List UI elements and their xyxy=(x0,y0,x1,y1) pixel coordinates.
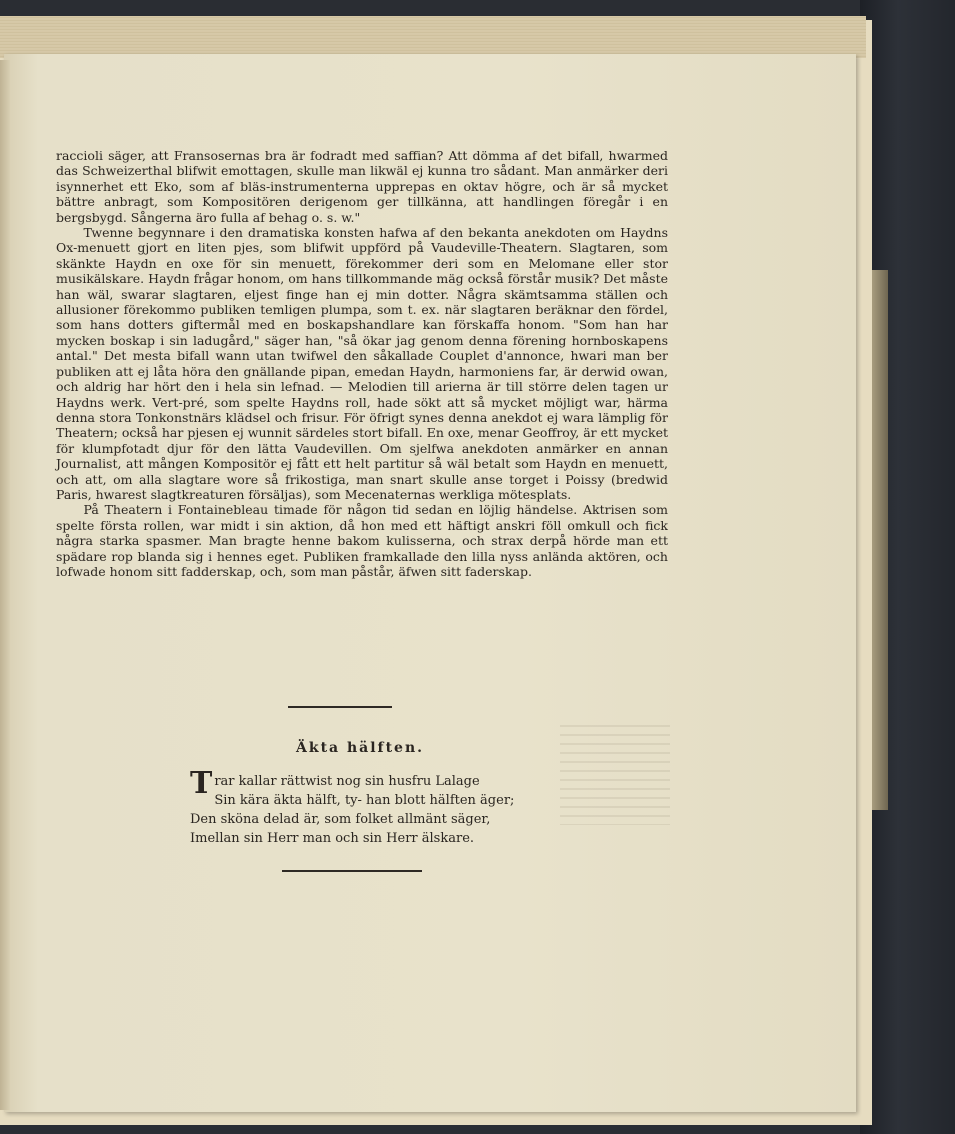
poem-line-2: Sin kära äkta hälft, ty- han blott hälften äger; xyxy=(214,793,515,808)
page-top-edges xyxy=(0,16,866,58)
paragraph-1: raccioli säger, att Fransosernas bra är fodradt med saffian? Att dömma af det bifall, hwarmed das Schweizerthal blifwit emottagen, skulle man likwäl ej kunna tro sådant. Man anmärker deri isynnerhet ett Eko, som af bläs-instrumenterna upprepas en oktav högre, och är så mycket bättre anbragt, som Kompositören derigenom ger tillkänna, att handlingen föregår i en bergsbygd. Sångerna äro fulla af behag o. s. w." xyxy=(56,148,668,225)
poem-title: Äkta hälften. xyxy=(296,740,424,756)
divider-top xyxy=(288,706,392,708)
poem-line-1-text: rar kallar rättwist nog sin husfru Lalage xyxy=(214,774,480,789)
page-edge-tab xyxy=(872,270,888,810)
paragraph-2: Twenne begynnare i den dramatiska konsten hafwa af den bekanta anekdoten om Haydns Ox-menuett gjort en liten pjes, som blifwit uppförd på Vaudeville-Theatern. Slagtaren, som skänkte Haydn en oxe för sin menuett, förekommer deri som en Melomane eller stor musikälskare. Haydn frågar honom, om hans tillkommande mäg också förstår musik? Det måste han wäl, swarar slagtaren, eljest finge han ej min dotter. Några skämtsamma ställen och allusioner förekommo publiken temligen plumpa, som t. ex. när slagtaren beräknar den fördel, som hans dotters giftermål med en boskapshandlare kan förskaffa honom. "Som han har mycken boskap i sin ladugård," säger han, "så ökar jag genom denna förening hornboskapens antal." Det mesta bifall wann utan twifwel den såkallade Couplet d'annonce, hwari man ber publiken att ej låta höra den gnällande pipan, emedan Haydn, harmoniens far, är derwid owan, och aldrig har hört den i hela sin lefnad. — Melodien till arierna är till större delen tagen ur Haydns werk. Vert-pré, som spelte Haydns roll, hade sökt att så mycket möjligt war, härma denna stora Tonkonstnärs klädsel och frisur. För öfrigt synes denna anekdot ej wara lämplig för Theatern; också har pjesen ej wunnit särdeles stort bifall. En oxe, menar Geoffroy, är ett mycket för klumpfotadt djur för den lätta Vaudevillen. Om sjelfwa anekdoten anmärker en annan Journalist, att mången Kompositör ej fått ett helt partitur så wäl betalt som Haydn en menuett, och att, om alla slagtare wore så frikostiga, man snart skulle anse torget i Poissy (bredwid Paris, hwarest slagtkreaturen försäljas), som Mecenaternas werkliga mötesplats. xyxy=(56,225,668,502)
poem-dropcap: T xyxy=(190,766,213,801)
paragraph-3: På Theatern i Fontainebleau timade för någon tid sedan en löjlig händelse. Aktrisen som spelte första rollen, war midt i sin aktion, då hon med ett häftigt anskri föll omkull och fick några starka spasmer. Man bragte henne bakom kulisserna, och strax derpå hörde man ett spädare rop blanda sig i hennes eget. Publiken framkallade den lilla nyss anlända aktören, och lofwade honom sitt fadderskap, och, som man påstår, äfwen sitt faderskap. xyxy=(56,502,668,579)
poem xyxy=(190,766,590,848)
divider-bottom xyxy=(282,870,422,872)
poem-line-3: Den sköna delad är, som folket allmänt säger, xyxy=(190,812,491,827)
page-gutter xyxy=(0,60,10,1110)
poem-line-4: Imellan sin Herr man och sin Herr älskare. xyxy=(190,831,475,846)
article-text xyxy=(56,148,668,579)
